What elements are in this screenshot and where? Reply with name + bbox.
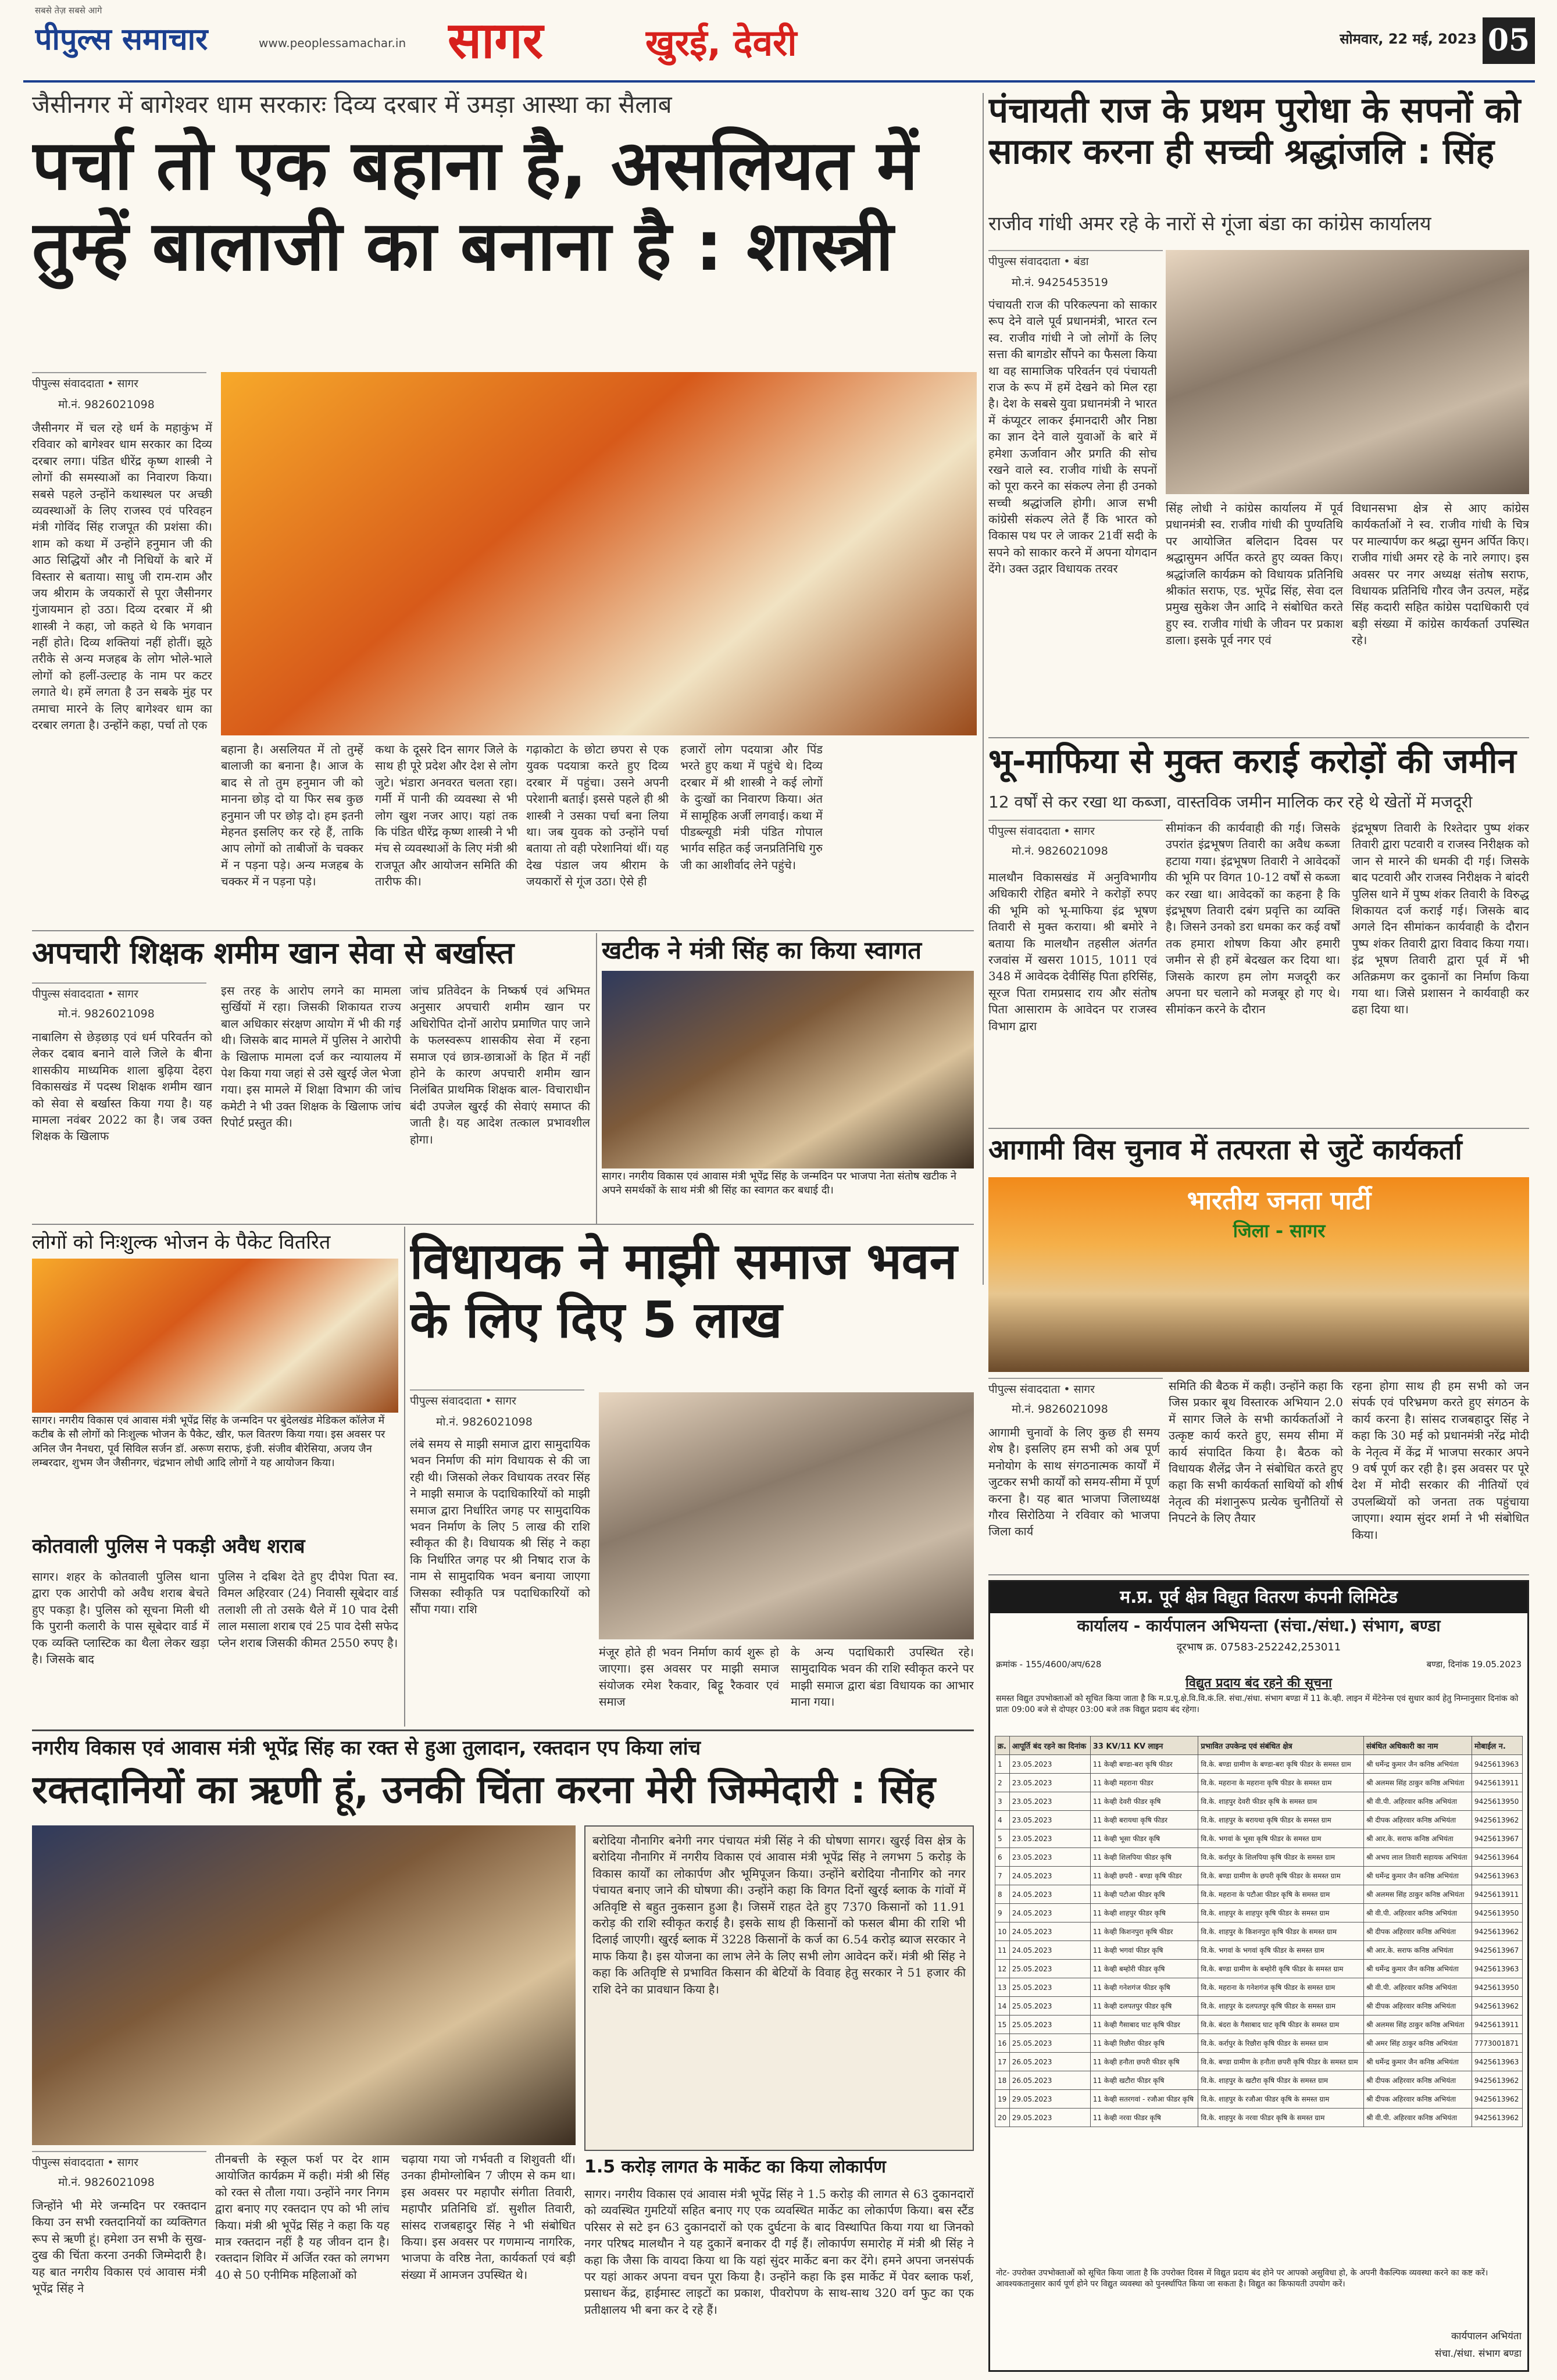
table-cell: 29.05.2023 <box>1009 2090 1090 2109</box>
a11-box <box>584 1825 974 2151</box>
table-cell: वि.के. शाहपुर के दलपतपुर कृषि फीडर के समस्त ग्राम <box>1198 1997 1363 2016</box>
table-row <box>995 1978 1523 1997</box>
table-cell: 14 <box>995 1997 1010 2016</box>
a4-mobile: मो.नं. 9826021098 <box>58 1007 155 1020</box>
notice-footnote: नोट- उपरोक्त उपभोक्ताओं को सूचित किया जाता है कि उपरोक्त दिवस में विद्युत प्रदाय बंद होने पर आपको असुविधा हो, के अपनी वैकल्पिक व्यवस्था करने का कष्ट करें। आवश्यकतानुसार कार्य पूर्ण होने पर विद्युत व्यवस्था को पुनर्स्थापित किया जा सकता है। विद्युत का किफायती उपयोग करें। <box>996 2268 1488 2289</box>
table-cell: 11 केव्ही गैसाबाद घाट कृषि फीडर <box>1090 2016 1198 2034</box>
a2-divider <box>988 737 1529 738</box>
a9-byline: पीपुल्स संवाददाता • सागर <box>410 1389 584 1410</box>
a5-photo <box>602 971 974 1168</box>
table-cell: 9425613964 <box>1472 1848 1523 1867</box>
a3-divider <box>988 1128 1529 1129</box>
a2-byline: पीपुल्स संवाददाता • बंडा <box>988 250 1163 271</box>
a10-photo <box>32 1825 576 2145</box>
table-cell: 9425613911 <box>1472 2016 1523 2034</box>
table-cell: 9425613963 <box>1472 1960 1523 1978</box>
table-cell: 25.05.2023 <box>1009 2034 1090 2053</box>
table-cell: श्री दीपक अहिरवार कनिष्ठ अभियंता <box>1363 1997 1472 2016</box>
a4-col3: जांच प्रतिवेदन के निष्कर्ष एवं अभिमत अनुसार अपचारी शमीम खान पर अधिरोपित दोनों आरोप प्रमाणित पाए जाने के फलस्वरूप शासकीय सेवा में रहना समाज एवं छात्र-छात्राओं के हित में नहीं होने के कारण अपचारी शमीम खान निलंबित प्राथमिक शिक्षक बाल- विचाराधीन बंदी उपजेल खुरई की सेवाएं समाप्त की जाती है। यह आदेश तत्काल प्रभावशील होगा। <box>410 984 590 1146</box>
table-cell: 19 <box>995 2090 1010 2109</box>
a3-subhead: 12 वर्षों से कर रखा था कब्जा, वास्तविक जमीन मालिक कर रहे थे खेतों में मजदूरी <box>988 792 1473 812</box>
table-cell: 9425613962 <box>1472 1811 1523 1829</box>
notice-intro: समस्त विद्युत उपभोक्ताओं को सूचित किया जाता है कि म.प्र.पू.क्षे.वि.वि.कं.लि. संचा./संधा. संभाग बण्डा में 11 के.व्ही. लाइन में मेंटेनेन्स एवं सुधार कार्य हेतु निम्नानुसार दिनांक को प्रातः 09:00 बजे से दोपहर 03:00 बजे तक विद्युत प्रदाय बंद रहेगा। <box>996 1694 1519 1714</box>
table-row <box>995 1755 1523 1774</box>
a2-col3: विधानसभा क्षेत्र से आए कांग्रेस कार्यकर्ताओं ने स्व. राजीव गांधी के चित्र पर माल्यार्पण कर श्रद्धा सुमन अर्पित किए। राजीव गांधी अमर रहे के नारे लगाए। इस अवसर पर नगर अध्यक्ष संतोष सराफ, विधायक प्रतिनिधि गौरव जैन उत्पल, महेंद्र सिंह कदारी सहित कांग्रेस पदाधिकारी एवं बड़ी संख्या में कांग्रेस कार्यकर्ता उपस्थित रहे। <box>1352 501 1529 648</box>
table-cell: 7773001871 <box>1472 2034 1523 2053</box>
table-cell: 9425613950 <box>1472 1904 1523 1922</box>
a3-mobile: मो.नं. 9826021098 <box>1012 845 1108 857</box>
table-cell: 9425613962 <box>1472 2071 1523 2090</box>
table-cell: 12 <box>995 1960 1010 1978</box>
a10-col1: जिन्होंने भी मेरे जन्मदिन पर रक्तदान किया उन सभी रक्तदानियों का व्यक्तिगत रूप से ऋणी हूं। हमेशा उन सभी के सुख-दुख की चिंता करना उनकी जिम्मेदारी है। यह बात नगरीय विकास एवं आवास मंत्री भूपेंद्र सिंह ने <box>32 2199 206 2295</box>
a8-col2: पुलिस ने दबिश देते हुए दीपेश पिता स्व. विमल अहिरवार (24) निवासी सूबेदार वार्ड तलाशी ली तो उसके थैले में 10 पाव देसी लाल मसाला शराब एवं 25 पाव देसी सफेद प्लेन शराब जिसकी कीमत 2550 रुपए है। <box>218 1570 398 1650</box>
table-cell: श्री अलमस सिंह ठाकुर कनिष्ठ अभियंता <box>1363 1774 1472 1792</box>
a5-divider <box>596 933 597 1224</box>
table-cell: 11 केव्ही महराना फीडर <box>1090 1774 1198 1792</box>
table-cell: 11 केव्ही दलपतपुर फीडर कृषि <box>1090 1997 1198 2016</box>
table-cell: 5 <box>995 1829 1010 1848</box>
site-url: www.peoplessamachar.in <box>259 36 406 50</box>
brand-tagline: सबसे तेज़ सबसे आगे <box>35 5 102 16</box>
table-cell: 11 केव्ही नरवा फीडर कृषि <box>1090 2109 1198 2127</box>
table-cell: श्री दीपक अहिरवार कनिष्ठ अभियंता <box>1363 1811 1472 1829</box>
table-cell: 11 केव्ही सतरगवां - रजौआ फीडर कृषि <box>1090 2090 1198 2109</box>
table-cell: 25.05.2023 <box>1009 1960 1090 1978</box>
table-cell: 9425613911 <box>1472 1774 1523 1792</box>
table-row <box>995 1997 1523 2016</box>
table-cell: 9425613950 <box>1472 1978 1523 1997</box>
table-cell: 26.05.2023 <box>1009 2071 1090 2090</box>
table-cell: 11 <box>995 1941 1010 1960</box>
table-cell: 9425613967 <box>1472 1829 1523 1848</box>
notice-ref: क्रमांक - 155/4600/अप/628 <box>996 1659 1102 1670</box>
notice-signature: कार्यपालन अभियंता <box>1451 2331 1522 2342</box>
table-cell: 9425613911 <box>1472 1885 1523 1904</box>
table-cell: श्री धर्मेन्द्र कुमार जैन कनिष्ठ अभियंता <box>1363 2053 1472 2071</box>
table-row <box>995 1867 1523 1885</box>
a4-col1: नाबालिग से छेड़छाड़ एवं धर्म परिवर्तन को लेकर दबाव बनाने वाले जिले के बीना शासकीय माध्यमिक शाला बुढ़िया देहरा विकासखंड में पदस्थ शिक्षक शमीम खान को सेवा से बर्खास्त किया गया है। यह मामला नवंबर 2022 का है। जब उक्त शिक्षक के खिलाफ <box>32 1030 212 1143</box>
notice-title: विद्युत प्रदाय बंद रहने की सूचना <box>1185 1676 1332 1691</box>
table-row <box>995 1922 1523 1941</box>
table-cell: 6 <box>995 1848 1010 1867</box>
table-cell: 11 केव्ही हनौता छपरी फीडर कृषि <box>1090 2053 1198 2071</box>
a3-byline: पीपुल्स संवाददाता • सागर <box>988 820 1163 841</box>
table-row <box>995 2071 1523 2090</box>
notice-phone: दूरभाष क्र. 07583-252242,253011 <box>1176 1641 1341 1653</box>
table-cell: वि.के. बण्डा ग्रामीण के हनौता छपरी कृषि फीडर के समस्त ग्राम <box>1198 2053 1363 2071</box>
a3-col3: इंद्रभूषण तिवारी के रिश्तेदार पुष्प शंकर तिवारी द्वारा पटवारी व राजस्व निरीक्षक को जान से मारने की धमकी दी गई। जिसके बाद पटवारी और राजस्व निरीक्षक ने बांदरी पुलिस थाने में पुष्प शंकर तिवारी के विरुद्ध शिकायत दर्ज कराई गई। जिसके बाद अगले दिन सीमांकन कार्यवाही के दौरान पुष्प शंकर तिवारी द्वारा विवाद किया गया। इंद्र भूषण तिवारी द्वारा पूर्व में भी अतिक्रमण कर दुकानों का निर्माण किया गया था। जिसे प्रशासन ने कार्यवाही कर ढहा दिया था। <box>1352 821 1529 1017</box>
notice-table-wrap <box>995 1736 1523 2262</box>
a3-col1: मालथौन विकासखंड में अनुविभागीय अधिकारी रोहित बमोरे ने करोड़ों रुपए की भूमि को भू-माफिया इंद्र भूषण तिवारी से मुक्त कराया। श्री बमोरे ने बताया कि मालथौन तहसील अंतर्गत रजवांस में खसरा 1015, 1011 एवं 348 में आवेदक देवीसिंह पिता हरिसिंह, सूरज पिता रामप्रसाद राय और संतोष पिता आसाराम के आवेदन पर राजस्व विभाग द्वारा <box>988 870 1157 1033</box>
table-row <box>995 2109 1523 2127</box>
a6-divider <box>988 1574 1529 1575</box>
a1-mobile: मो.नं. 9826021098 <box>58 398 155 411</box>
table-cell: 9425613963 <box>1472 2053 1523 2071</box>
masthead-rule <box>23 80 1535 83</box>
notice-table-header: क्र. <box>995 1736 1010 1755</box>
table-cell: वि.के. महराना के गनेशगंज कृषि फीडर के समस्त ग्राम <box>1198 1978 1363 1997</box>
table-cell: 9425613962 <box>1472 2090 1523 2109</box>
table-cell: वि.के. शाहपुर के नरवा फीडर कृषि के समस्त ग्राम <box>1198 2109 1363 2127</box>
table-cell: 11 केव्ही शिलपिया फीडर कृषि <box>1090 1848 1198 1867</box>
a1-photo <box>221 372 977 735</box>
notice-table-header: आपूर्ति बंद रहने का दिनांक <box>1009 1736 1090 1755</box>
a4-col2: इस तरह के आरोप लगने का मामला सुर्खियों में रहा। जिसकी शिकायत राज्य बाल अधिकार संरक्षण आयोग में भी की गई थी। जिसके बाद मामले में पुलिस ने आरोपी के खिलाफ मामला दर्ज कर न्यायालय में पेश किया गया जहां से उसे खुरई जेल भेजा गया। इस मामले में शिक्षा विभाग की जांच कमेटी ने भी उक्त शिक्षक के खिलाफ जांच रिपोर्ट प्रस्तुत की। <box>221 984 401 1130</box>
table-cell: श्री धर्मेन्द्र कुमार जैन कनिष्ठ अभियंता <box>1363 1867 1472 1885</box>
table-cell: वि.के. शाहपुर के खटौरा कृषि फीडर के समस्त ग्राम <box>1198 2071 1363 2090</box>
table-row <box>995 2016 1523 2034</box>
table-row <box>995 2053 1523 2071</box>
table-cell: 9425613963 <box>1472 1867 1523 1885</box>
table-cell: 1 <box>995 1755 1010 1774</box>
a6-col2: समिति की बैठक में कही। उन्होंने कहा कि जिस प्रकार बूथ विस्तारक अभियान 2.0 में सागर जिले के सभी कार्यकर्ताओं ने उत्कृष्ट कार्य करते हुए, समय सीमा में कार्य संपादित किया है। बैठक को विधायक शैलेंद्र जैन ने संबोधित करते हुए कहा कि सभी कार्यकर्ता साथियों को शीर्ष नेतृत्व की मंशानुरूप प्रत्येक चुनौतियों से निपटने के लिए तैयार <box>1169 1379 1343 1525</box>
table-cell: 11 केव्ही खटौरा फीडर कृषि <box>1090 2071 1198 2090</box>
a6-col3: रहना होगा साथ ही हम सभी को जन संपर्क एवं परिभ्रमण करते हुए संगठन के कार्य करना है। सांसद राजबहादुर सिंह ने कहा कि 30 मई को प्रधानमंत्री नरेंद्र मोदी के नेतृत्व में केंद्र में भाजपा सरकार अपने 9 वर्ष पूर्ण कर रही है। इस अवसर पर पूरे देश में मोदी सरकार की नीतियों एवं उपलब्धियों को जनता तक पहुंचाया जाएगा। श्याम सुंदर शर्मा ने भी संबोधित किया। <box>1352 1379 1529 1542</box>
a10-col2: तीनबत्ती के स्कूल फर्श पर देर शाम आयोजित कार्यक्रम में कही। मंत्री श्री सिंह को रक्त से तौला गया। उन्होंने नगर निगम द्वारा बनाए गए रक्तदान एप को भी लांच किया। मंत्री श्री भूपेंद्र सिंह ने कहा कि यह मात्र रक्तदान नहीं है यह जीवन दान है। रक्तदान शिविर में अर्जित रक्त को लगभग 40 से 50 एनीमिक महिलाओं को <box>215 2152 390 2282</box>
a7-caption: सागर। नगरीय विकास एवं आवास मंत्री भूपेंद्र सिंह के जन्मदिन पर बुंदेलखंड मेडिकल कॉलेज में कटीब के सौ लोगों को निःशुल्क भोजन के पैकेट, खीर, फल वितरण किया गया। इस अवसर पर अनिल जैन नैनधरा, पूर्व सिविल सर्जन डॉ. अरूण सराफ, इंजी. संजीव बीरेसिया, अजय जैन लम्बरदार, शुभम जैन जैसीनगर, चंद्रभान लोधी आदि लोगों ने यह आयोजन किया। <box>32 1414 398 1530</box>
a8-headline: कोतवाली पुलिस ने पकड़ी अवैध शराब <box>32 1535 305 1558</box>
a2-col2: सिंह लोधी ने कांग्रेस कार्यालय में पूर्व प्रधानमंत्री स्व. राजीव गांधी की पुण्यतिथि पर आयोजित बलिदान दिवस पर श्रद्धासुमन अर्पित करते हुए व्यक्त किए। श्रद्धांजलि कार्यक्रम को विधायक प्रतिनिधि श्रीकांत सराफ, एड. भूपेंद्र सिंह, सेवा दल प्रमुख सुकेश जैन आदि ने संबोधित करते हुए स्व. राजीव गांधी के जीवन पर प्रकाश डाला। इसके पूर्व नगर एवं <box>1166 501 1343 648</box>
a9-mobile: मो.नं. 9826021098 <box>436 1416 533 1428</box>
table-cell: श्री वी.पी. अहिरवार कनिष्ठ अभियंता <box>1363 2109 1472 2127</box>
table-cell: 10 <box>995 1922 1010 1941</box>
table-cell: 11 केव्ही रिछौरा फीडर कृषि <box>1090 2034 1198 2053</box>
a10-headline: रक्तदानियों का ऋणी हूं, उनकी चिंता करना मेरी जिम्मेदारी : सिंह <box>32 1767 935 1812</box>
table-cell: 9425613962 <box>1472 1997 1523 2016</box>
a1-col3: कथा के दूसरे दिन सागर जिले के साथ ही पूरे प्रदेश और देश से लोग जुटे। भंडारा अनवरत चलता रहा। गर्मी में पानी की व्यवस्था से भी लोग खुश नजर आए। यहां तक कि पंडित धीरेंद्र कृष्ण शास्त्री ने भी मंच से व्यवस्थाओं के लिए मंत्री श्री राजपूत और आयोजन समिति की तारीफ की। <box>375 742 517 889</box>
table-cell: श्री वी.पी. अहिरवार कनिष्ठ अभियंता <box>1363 1978 1472 1997</box>
a9-col1: लंबे समय से माझी समाज द्वारा सामुदायिक भवन निर्माण की मांग विधायक से की जा रही थी। जिसको लेकर विधायक तरवर सिंह ने माझी समाज के पदाधिकारियों को माझी समाज द्वारा निर्धारित जगह पर सामुदायिक भवन निर्माण के लिए 5 लाख की राशि स्वीकृत की है। विधायक श्री सिंह ने कहा कि निर्धारित जगह पर श्री निषाद राज के नाम से सामुदायिक भवन बनाया जाएगा जिसका स्वीकृति पत्र पदाधिकारियों को सौंपा गया। राशि <box>410 1437 590 1616</box>
table-cell: 11 केव्ही छपरी - बण्डा कृषि फीडर <box>1090 1867 1198 1885</box>
notice-table-header: मोबाईल न. <box>1472 1736 1523 1755</box>
notice-table <box>995 1736 1523 2127</box>
table-cell: श्री धर्मेन्द्र कुमार जैन कनिष्ठ अभियंता <box>1363 1960 1472 1978</box>
a4-top-rule <box>32 930 974 931</box>
a6-banner <box>988 1177 1529 1372</box>
edition-names: खुरई, देवरी <box>645 22 797 64</box>
a1-col5: हजारों लोग पदयात्रा और पिंड भरते हुए कथा में पहुंचे थे। दिव्य दरबार में श्री शास्त्री ने कई लोगों के दुःखों का निवारण किया। अंत में सामूहिक अर्जी लगवाई। कथा में पीडब्ल्यूडी मंत्री पंडित गोपाल भार्गव सहित कई जनप्रतिनिधि गुरु जी का आशीर्वाद लेने पहुंचे। <box>680 742 823 872</box>
table-cell: श्री अभय लाल तिवारी सहायक अभियंता <box>1363 1848 1472 1867</box>
table-cell: 11 केव्ही शाहपुर फीडर कृषि <box>1090 1904 1198 1922</box>
table-cell: वि.के. शाहपुर के शाहपुर कृषि फीडर के समस्त ग्राम <box>1198 1904 1363 1922</box>
a7-photo <box>32 1259 398 1413</box>
table-cell: 17 <box>995 2053 1010 2071</box>
table-cell: 16 <box>995 2034 1010 2053</box>
table-cell: श्री आर.के. सराफ कनिष्ठ अभियंता <box>1363 1829 1472 1848</box>
table-cell: वि.के. भगवां के भगवां कृषि फीडर के समस्त ग्राम <box>1198 1941 1363 1960</box>
table-cell: 4 <box>995 1811 1010 1829</box>
table-cell: 24.05.2023 <box>1009 1885 1090 1904</box>
a6-col1: आगामी चुनावों के लिए कुछ ही समय शेष है। इसलिए हम सभी को अब पूर्ण मनोयोग के साथ संगठनात्मक कार्यों में जुटकर सभी कार्यों को समय-सीमा में पूर्ण करना है। यह बात भाजपा जिलाध्यक्ष गौरव सिरोठिया ने रविवार को भाजपा जिला कार्य <box>988 1425 1160 1539</box>
table-cell: श्री वी.पी. अहिरवार कनिष्ठ अभियंता <box>1363 1904 1472 1922</box>
a3-headline: भू-माफिया से मुक्त कराई करोड़ों की जमीन <box>988 741 1516 781</box>
table-cell: 24.05.2023 <box>1009 1922 1090 1941</box>
table-cell: वि.के. महराना के पटौआ फीडर कृषि के समस्त ग्राम <box>1198 1885 1363 1904</box>
table-row <box>995 1792 1523 1811</box>
table-cell: वि.के. कर्रापुर के रिछौरा कृषि फीडर के समस्त ग्राम <box>1198 2034 1363 2053</box>
table-row <box>995 1960 1523 1978</box>
table-cell: श्री दीपक अहिरवार कनिष्ठ अभियंता <box>1363 1922 1472 1941</box>
table-cell: 11 केव्ही देवरी फीडर कृषि <box>1090 1792 1198 1811</box>
a2-headline: पंचायती राज के प्रथम पुरोधा के सपनों को साकार करना ही सच्ची श्रद्धांजलि : सिंह <box>988 90 1521 172</box>
a1-byline: पीपुल्स संवाददाता • सागर <box>32 372 206 393</box>
table-cell: वि.के. कर्रापुर के शिलपिया कृषि फीडर के समस्त ग्राम <box>1198 1848 1363 1867</box>
a6-headline: आगामी विस चुनाव में तत्परता से जुटें कार्यकर्ता <box>988 1134 1462 1166</box>
a2-subhead: राजीव गांधी अमर रहे के नारों से गूंजा बंडा का कांग्रेस कार्यालय <box>988 212 1431 235</box>
a12-text: सागर। नगरीय विकास एवं आवास मंत्री भूपेंद्र सिंह ने 1.5 करोड़ की लागत से 63 दुकानदारों को व्यवस्थित गुमटियों सहित बनाए गए एक व्यवस्थित मार्केट का लोकार्पण किया। बस स्टैंड परिसर से सटे इन 63 दुकानदारों को एक दुर्घटना के बाद विस्थापित किया गया था जिनको नगर परिषद मालथौन ने यह दुकानें बनाकर दी गई हैं। लोकार्पण समारोह में मंत्री श्री सिंह ने कहा कि जैसा कि वायदा किया था कि यहां सुंदर मार्केट बना कर देंगे। हमने अपना जनसंपर्क पर यहां आकर अपना वचन पूरा किया है। उन्होंने कहा कि इस मार्केट में पेवर ब्लाक फर्श, प्रसाधन केंद्र, हाईमास्ट लाइटों का प्रकाश, पीवरोपण के साथ-साथ 320 वर्ग फुट का एक प्रतीक्षालय भी बना कर दे रहे हैं। <box>584 2187 974 2317</box>
a11-text: बरोदिया नौनागिर बनेगी नगर पंचायत मंत्री सिंह ने की घोषणा सागर। खुरई विस क्षेत्र के बरोदिया नौनागिर में नगरीय विकास एवं आवास मंत्री भूपेंद्र सिंह ने लगभग 5 करोड़ के विकास कार्यों का लोकार्पण और भूमिपूजन किया। उन्होंने बरोदिया नौनागिर को नगर पंचायत बनाए जाने की घोषणा की। उन्होंने कहा कि विगत दिनों खुरई ब्लाक के गांवों में अतिवृष्टि से बहुत नुकसान हुआ है। जिसमें राहत देते हुए 7370 किसानों को 11.91 करोड़ की राशि स्वीकृत कराई है। इसके साथ ही किसानों को फसल बीमा की राशि भी दिलाई जाएगी। खुरई ब्लाक में 3228 किसानों के कर्ज का 6.54 करोड़ ब्याज सरकार ने माफ किया है। इस योजना का लाभ लेने के लिए सभी लोग आवेदन करें। मंत्री श्री सिंह ने कहा कि अतिवृष्टि से प्रभावित किसान की बेटियों के विवाह हेतु सरकार ने 51 हजार की राशि देने का प्रावधान किया है। <box>592 1834 966 1996</box>
a1-divider <box>983 93 984 1285</box>
table-cell: श्री अलमस सिंह ठाकुर कनिष्ठ अभियंता <box>1363 1885 1472 1904</box>
a2-mobile: मो.नं. 9425453519 <box>1012 276 1108 289</box>
table-cell: 29.05.2023 <box>1009 2109 1090 2127</box>
notice-company: म.प्र. पूर्व क्षेत्र विद्युत वितरण कंपनी लिमिटेड <box>990 1582 1527 1613</box>
a3-col2: सीमांकन की कार्यवाही की गई। जिसके उपरांत इंद्रभूषण तिवारी का अवैध कब्जा हटाया गया। इंद्रभूषण तिवारी ने आवेदकों की भूमि पर विगत 10-12 वर्षों से कब्जा कर रखा था। आवेदकों का कहना है कि इंद्रभूषण तिवारी दबंग प्रवृत्ति का व्यक्ति है। जिसने उनको डरा धमका कर कई वर्षों तक हमारा शोषण किया और हमारी जमीन से ही हमें बेदखल कर दिया था। जिसके कारण हम लोग मजदूरी कर अपना घर चलाने को मजबूर हो गए थे। सीमांकन करने के दौरान <box>1166 821 1340 1017</box>
brand-logo: पीपुल्स समाचार <box>35 22 208 57</box>
table-cell: 11 केव्ही किशनपुरा कृषि फीडर <box>1090 1922 1198 1941</box>
table-row <box>995 1811 1523 1829</box>
table-cell: 26.05.2023 <box>1009 2053 1090 2071</box>
table-cell: वि.के. बंदरा के गैसाबाद घाट कृषि फीडर के समस्त ग्राम <box>1198 2016 1363 2034</box>
table-cell: श्री धर्मेन्द्र कुमार जैन कनिष्ठ अभियंता <box>1363 1755 1472 1774</box>
notice-table-header: संबंधित अधिकारी का नाम <box>1363 1736 1472 1755</box>
a2-photo <box>1166 250 1529 494</box>
table-cell: वि.के. शाहपुर के किशनपुरा कृषि फीडर के समस्त ग्राम <box>1198 1922 1363 1941</box>
table-cell: 25.05.2023 <box>1009 1978 1090 1997</box>
table-cell: 23.05.2023 <box>1009 1774 1090 1792</box>
table-cell: 11 केव्ही भगवां फीडर कृषि <box>1090 1941 1198 1960</box>
a5-headline: खटीक ने मंत्री सिंह का किया स्वागत <box>602 936 922 964</box>
notice-office: कार्यालय - कार्यपालन अभियन्ता (संचा./संधा.) संभाग, बण्डा <box>1077 1616 1441 1635</box>
table-cell: वि.के. शाहपुर के रजौआ फीडर कृषि के समस्त ग्राम <box>1198 2090 1363 2109</box>
a6-banner-party: भारतीय जनता पार्टी <box>1187 1186 1372 1216</box>
table-cell: 20 <box>995 2109 1010 2127</box>
table-cell: 23.05.2023 <box>1009 1811 1090 1829</box>
table-cell: 9425613950 <box>1472 1792 1523 1811</box>
a1-col1: जैसीनगर में चल रहे धर्म के महाकुंभ में रविवार को बागेश्वर धाम सरकार का दिव्य दरबार लगा। पंडित धीरेंद्र कृष्ण शास्त्री ने लोगों की समस्याओं का निवारण किया। सबसे पहले उन्होंने कथास्थल पर अच्छी व्यवस्थाओं के लिए राजस्व एवं परिवहन मंत्री गोविंद सिंह राजपूत की प्रशंसा की। शाम को कथा में उन्होंने हनुमान जी की आठ सिद्धियों और नौ निधियों के बारे में विस्तार से बताया। साधु जी राम-राम और जय श्रीराम के जयकारों से पूरा जैसीनगर गुंजायमान हो उठा। दिव्य दरबार में श्री शास्त्री ने कहा, जो कहते थे कि भगवान नहीं होते। दिव्य शक्तियां नहीं होतीं। झूठे तरीके से अन्य मजहब के लोग भोले-भाले लोगों को हलीं-उल्टाह के नाम पर कटर लगाते थे। हमें लगता है उन सबके मुंह पर तमाचा मारने के लिए बागेश्वर धाम का दरबार लगता है। उन्होंने कहा, पर्चा तो एक <box>32 421 212 732</box>
table-row <box>995 1829 1523 1848</box>
table-cell: 11 केव्ही पटौआ फीडर कृषि <box>1090 1885 1198 1904</box>
table-row <box>995 1885 1523 1904</box>
table-row <box>995 2034 1523 2053</box>
a6-mobile: मो.नं. 9826021098 <box>1012 1403 1108 1416</box>
table-cell: वि.के. शाहपुर देवरी फीडर कृषि के समस्त ग्राम <box>1198 1792 1363 1811</box>
a1-col4: गढ़ाकोटा के छोटा छपरा से एक युवक पदयात्रा करते हुए दिव्य दरबार में पहुंचा। उसने अपनी परेशानी बताई। इससे पहले ही श्री शास्त्री ने उसका पर्चा बना लिया था। जब युवक को उन्होंने पर्चा बताया तो वही परेशानियां थीं। यह देख पंडाल जय श्रीराम के जयकारों से गूंज उठा। ऐसे ही <box>526 742 669 889</box>
table-cell: वि.के. शाहपुर के बरायथा कृषि फीडर के समस्त ग्राम <box>1198 1811 1363 1829</box>
a12-headline: 1.5 करोड़ लागत के मार्केट का किया लोकार्पण <box>584 2157 886 2177</box>
a9-photo <box>599 1392 974 1639</box>
table-cell: 11 केव्ही बम्होरी फीडर कृषि <box>1090 1960 1198 1978</box>
table-row <box>995 1941 1523 1960</box>
table-cell: 9425613967 <box>1472 1941 1523 1960</box>
table-row <box>995 1904 1523 1922</box>
table-cell: 23.05.2023 <box>1009 1848 1090 1867</box>
a9-divider <box>404 1227 405 1727</box>
table-cell: श्री अमर सिंह ठाकुर कनिष्ठ अभियंता <box>1363 2034 1472 2053</box>
a6-byline: पीपुल्स संवाददाता • सागर <box>988 1378 1163 1399</box>
table-cell: 15 <box>995 2016 1010 2034</box>
a10-byline: पीपुल्स संवाददाता • सागर <box>32 2151 206 2172</box>
table-cell: 7 <box>995 1867 1010 1885</box>
notice-table-header: प्रभावित उपकेन्द्र एवं संबंधित क्षेत्र <box>1198 1736 1363 1755</box>
table-cell: 24.05.2023 <box>1009 1941 1090 1960</box>
a1-col2: बहाना है। असलियत में तो तुम्हें बालाजी का बनाना है। आज के बाद से तो तुम हनुमान जी को मानना छोड़ दो या फिर सब कुछ हनुमान जी पर छोड़ दो। हम इतनी मेहनत इसलिए कर रहे हैं, ताकि आप लोगों को ताबीजों के चक्कर में न पड़ना पड़े। अन्य मजहब के चक्कर में न पड़ना पड़े। <box>221 742 363 889</box>
table-cell: 11 केव्ही गनेशगंज फीडर कृषि <box>1090 1978 1198 1997</box>
a5-caption: सागर। नगरीय विकास एवं आवास मंत्री भूपेंद्र सिंह के जन्मदिन पर भाजपा नेता संतोष खटीक ने अपने समर्थकों के साथ मंत्री श्री सिंह का स्वागत कर बधाई दी। <box>602 1170 974 1219</box>
table-cell: 25.05.2023 <box>1009 1997 1090 2016</box>
a9-col2: मंजूर होते ही भवन निर्माण कार्य शुरू हो जाएगा। इस अवसर पर माझी समाज संयोजक रमेश रैकवार, बिट्टू रैकवार एवं समाज <box>599 1645 779 1709</box>
table-cell: 11 केव्ही बरायथा कृषि फीडर <box>1090 1811 1198 1829</box>
table-cell: 23.05.2023 <box>1009 1792 1090 1811</box>
a2-col1: पंचायती राज की परिकल्पना को साकार रूप देने वाले पूर्व प्रधानमंत्री, भारत रत्न स्व. राजीव गांधी ने जो लोगों के लिए सत्ता की बागडोर सौंपने का फैसला किया था वह सामाजिक परिवर्तन एवं पंचायती राज के रूप में हमें देखने को मिल रहा है। देश के सबसे युवा प्रधानमंत्री ने भारत में कंप्यूटर लाकर ईमानदारी और निष्ठा का ज्ञान देने वाले युवाओं के बारे में हमेशा ऊर्जावान और प्रगति की सोच रखने वाले स्व. राजीव गांधी के सपनों को पूरा करने का संकल्प लेना ही उनको सच्ची श्रद्धांजलि होगी। आज सभी कांग्रेसी संकल्प लेते हैं कि भारत को विकास पथ पर ले जाकर 21वीं सदी के सपने को साकार करने में अपना योगदान देंगे। उक्त उद्गार विधायक तरवर <box>988 298 1157 576</box>
masthead <box>0 0 1557 81</box>
table-cell: श्री अलमस सिंह ठाकुर कनिष्ठ अभियंता <box>1363 2016 1472 2034</box>
table-cell: 8 <box>995 1885 1010 1904</box>
table-cell: श्री दीपक अहिरवार कनिष्ठ अभियंता <box>1363 2090 1472 2109</box>
a10-kicker: नगरीय विकास एवं आवास मंत्री भूपेंद्र सिंह का रक्त से हुआ तुलादान, रक्तदान एप किया लांच <box>32 1736 701 1760</box>
table-cell: वि.के. महराना के महराना कृषि फीडर के समस्त ग्राम <box>1198 1774 1363 1792</box>
table-cell: वि.के. बण्डा ग्रामीण के छपरी कृषि फीडर के समस्त ग्राम <box>1198 1867 1363 1885</box>
table-cell: 25.05.2023 <box>1009 2016 1090 2034</box>
table-cell: 13 <box>995 1978 1010 1997</box>
notice-ref-date: बण्डा, दिनांक 19.05.2023 <box>1426 1659 1522 1670</box>
issue-date: सोमवार, 22 मई, 2023 <box>1340 31 1477 47</box>
a4-headline: अपचारी शिक्षक शमीम खान सेवा से बर्खास्त <box>32 936 515 971</box>
a9-col3: के अन्य पदाधिकारी उपस्थित रहे। सामुदायिक भवन की राशि स्वीकृत करने पर माझी समाज द्वारा बंडा विधायक का आभार माना गया। <box>791 1645 974 1709</box>
table-cell: श्री आर.के. सराफ कनिष्ठ अभियंता <box>1363 1941 1472 1960</box>
table-cell: वि.के. भगवां के भूसा कृषि फीडर के समस्त ग्राम <box>1198 1829 1363 1848</box>
table-cell: 24.05.2023 <box>1009 1867 1090 1885</box>
table-cell: 18 <box>995 2071 1010 2090</box>
table-cell: 24.05.2023 <box>1009 1904 1090 1922</box>
table-cell: 23.05.2023 <box>1009 1829 1090 1848</box>
table-row <box>995 2090 1523 2109</box>
table-cell: 23.05.2023 <box>1009 1755 1090 1774</box>
table-cell: वि.के. बण्डा ग्रामीण के बम्होरी कृषि फीडर के समस्त ग्राम <box>1198 1960 1363 1978</box>
table-cell: वि.के. बण्डा ग्रामीण के बण्डा-बरा कृषि फीडर के समस्त ग्राम <box>1198 1755 1363 1774</box>
table-cell: 9425613963 <box>1472 1755 1523 1774</box>
a6-banner-district: जिला - सागर <box>1233 1220 1326 1242</box>
a7-headline: लोगों को निःशुल्क भोजन के पैकेट वितरित <box>32 1231 331 1254</box>
notice-table-header: 33 KV/11 KV लाइन <box>1090 1736 1198 1755</box>
a10-top-rule <box>32 1729 974 1731</box>
power-cut-notice <box>988 1580 1529 2372</box>
table-cell: श्री वी.पी. अहिरवार कनिष्ठ अभियंता <box>1363 1792 1472 1811</box>
a1-kicker: जैसीनगर में बागेश्वर धाम सरकारः दिव्य दरबार में उमड़ा आस्था का सैलाब <box>32 90 672 119</box>
table-cell: 2 <box>995 1774 1010 1792</box>
page-number: 05 <box>1483 17 1535 64</box>
a10-col3: चढ़ाया गया जो गर्भवती व शिशुवती थीं। उनका हीमोग्लोबिन 7 जीएम से कम था। इस अवसर पर महापौर संगीता तिवारी, महापौर प्रतिनिधि डॉ. सुशील तिवारी, सांसद राजबहादुर सिंह ने भी संबोधित किया। इस अवसर पर गणमान्य नागरिक, भाजपा के वरिष्ठ नेता, कार्यकर्ता एवं बड़ी संख्या में आमजन उपस्थित थे। <box>401 2152 576 2282</box>
table-cell: 3 <box>995 1792 1010 1811</box>
table-cell: 11 केव्ही भूसा फीडर कृषि <box>1090 1829 1198 1848</box>
a4-byline: पीपुल्स संवाददाता • सागर <box>32 982 206 1003</box>
table-cell: 11 केव्ही बण्डा-बरा कृषि फीडर <box>1090 1755 1198 1774</box>
a1-headline: पर्चा तो एक बहाना है, असलियत में तुम्हें बालाजी का बनाना है : शास्त्री <box>32 125 918 287</box>
city-name: सागर <box>448 12 544 69</box>
table-cell: 9 <box>995 1904 1010 1922</box>
table-cell: श्री दीपक अहिरवार कनिष्ठ अभियंता <box>1363 2071 1472 2090</box>
notice-signature2: संचा./संधा. संभाग बण्डा <box>1434 2348 1522 2360</box>
a7-top-rule <box>32 1224 974 1225</box>
table-row <box>995 1848 1523 1867</box>
a9-headline: विधायक ने माझी समाज भवन के लिए दिए 5 लाख <box>410 1232 958 1350</box>
a10-mobile: मो.नं. 9826021098 <box>58 2176 155 2189</box>
table-row <box>995 1774 1523 1792</box>
table-cell: 9425613962 <box>1472 2109 1523 2127</box>
a8-col1: सागर। शहर के कोतवाली पुलिस थाना द्वारा एक आरोपी को अवैध शराब बेचते हुए पकड़ा है। पुलिस को सूचना मिली थी कि पुरानी कलारी के पास सूबेदार वार्ड में एक व्यक्ति प्लास्टिक का थैला लेकर खड़ा है। जिसके बाद <box>32 1570 209 1666</box>
table-cell: 9425613962 <box>1472 1922 1523 1941</box>
